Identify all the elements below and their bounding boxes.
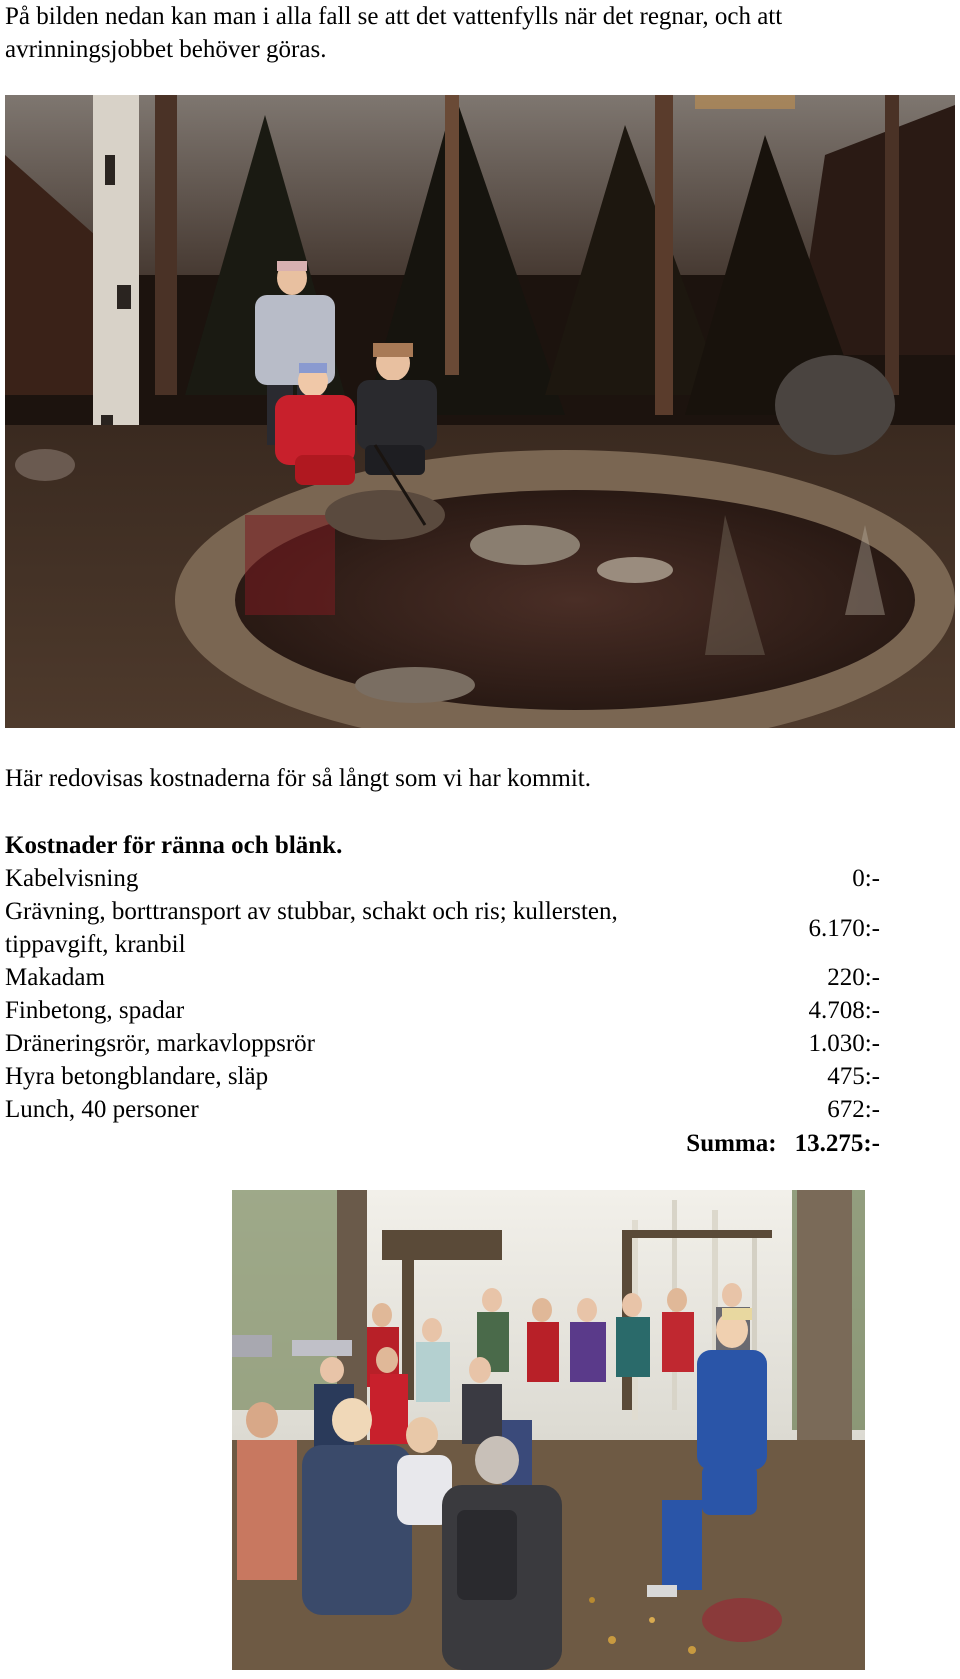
- cost-amount: 4.708:-: [808, 997, 880, 1024]
- report-paragraph: Här redovisas kostnaderna för så långt som vi har kommit.: [5, 765, 591, 792]
- total-amount: 13.275:-: [794, 1130, 880, 1157]
- cost-amount: 475:-: [827, 1063, 880, 1090]
- pond-photo: [5, 95, 955, 728]
- cost-amount: 6.170:-: [808, 914, 880, 942]
- cost-label: Hyra betongblandare, släp: [5, 1063, 269, 1090]
- group-photo-illustration: [232, 1190, 865, 1670]
- cost-label: Finbetong, spadar: [5, 997, 185, 1024]
- cost-amount: 220:-: [827, 964, 880, 991]
- cost-amount: 672:-: [827, 1096, 880, 1123]
- cost-row: [5, 1060, 880, 1093]
- cost-amount: 1.030:-: [808, 1030, 880, 1057]
- cost-row: [5, 862, 880, 895]
- cost-amount: 0:-: [852, 865, 880, 892]
- costs-heading: Kostnader för ränna och blänk.: [5, 832, 343, 859]
- group-photo: [232, 1190, 865, 1670]
- cost-row: [5, 961, 880, 994]
- cost-row: [5, 994, 880, 1027]
- cost-row: [5, 1093, 880, 1126]
- pond-photo-illustration: [5, 95, 955, 728]
- cost-row: [5, 895, 880, 961]
- total-label: Summa:: [686, 1130, 777, 1157]
- cost-label: Kabelvisning: [5, 865, 139, 892]
- cost-label: Lunch, 40 personer: [5, 1096, 199, 1123]
- cost-label: Grävning, borttransport av stubbar, schakt och ris; kullersten, tippavgift, kranbil: [5, 898, 618, 958]
- cost-total: [5, 1127, 880, 1160]
- cost-table: [5, 862, 880, 1126]
- intro-paragraph: På bilden nedan kan man i alla fall se att det vattenfylls när det regnar, och att avrinningsjobbet behöver göras.: [5, 3, 783, 63]
- cost-label: Dräneringsrör, markavloppsrör: [5, 1030, 316, 1057]
- cost-label: Makadam: [5, 964, 105, 991]
- cost-row: [5, 1027, 880, 1060]
